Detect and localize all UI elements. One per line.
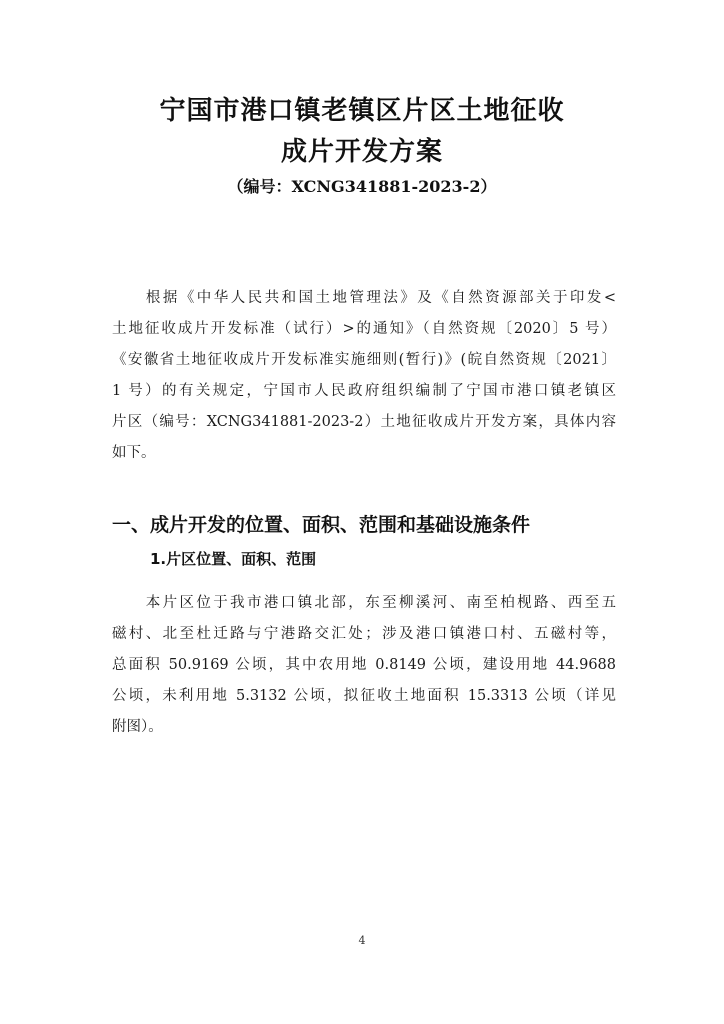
paragraph-line: 总面积 50.9169 公顷，其中农用地 0.8149 公顷，建设用地 44.9688 xyxy=(112,657,616,673)
paragraph-line: 1 号）的有关规定，宁国市人民政府组织编制了宁国市港口镇老镇区 xyxy=(112,383,616,399)
paragraph-line: 根据《中华人民共和国土地管理法》及《自然资源部关于印发< xyxy=(112,290,616,306)
paragraph-line: 《安徽省土地征收成片开发标准实施细则(暂行)》(皖自然资规〔2021〕 xyxy=(112,352,616,368)
intro-paragraph xyxy=(112,283,616,469)
document-title-line-2: 成片开发方案 xyxy=(280,137,443,167)
paragraph-line: 土地征收成片开发标准（试行）>的通知》（自然资规〔2020〕5 号） xyxy=(112,321,616,337)
section-heading: 一、成片开发的位置、面积、范围和基础设施条件 xyxy=(112,514,531,536)
location-paragraph xyxy=(112,588,616,743)
paragraph-line: 如下。 xyxy=(112,445,156,461)
document-code: （编号：XCNG341881-2023-2） xyxy=(227,177,497,196)
page-number: 4 xyxy=(358,934,366,947)
paragraph-line: 公顷，未利用地 5.3132 公顷，拟征收土地面积 15.3313 公顷（详见 xyxy=(112,688,616,704)
subsection-heading: 1.片区位置、面积、范围 xyxy=(150,550,317,568)
paragraph-line: 片区（编号：XCNG341881-2023-2）土地征收成片开发方案，具体内容 xyxy=(112,414,616,430)
document-title-line-1: 宁国市港口镇老镇区片区土地征收 xyxy=(159,96,565,126)
paragraph-line: 本片区位于我市港口镇北部，东至柳溪河、南至柏枧路、西至五 xyxy=(112,595,616,611)
paragraph-line: 磁村、北至杜迁路与宁港路交汇处；涉及港口镇港口村、五磁村等， xyxy=(112,626,616,642)
paragraph-line: 附图）。 xyxy=(112,719,163,735)
